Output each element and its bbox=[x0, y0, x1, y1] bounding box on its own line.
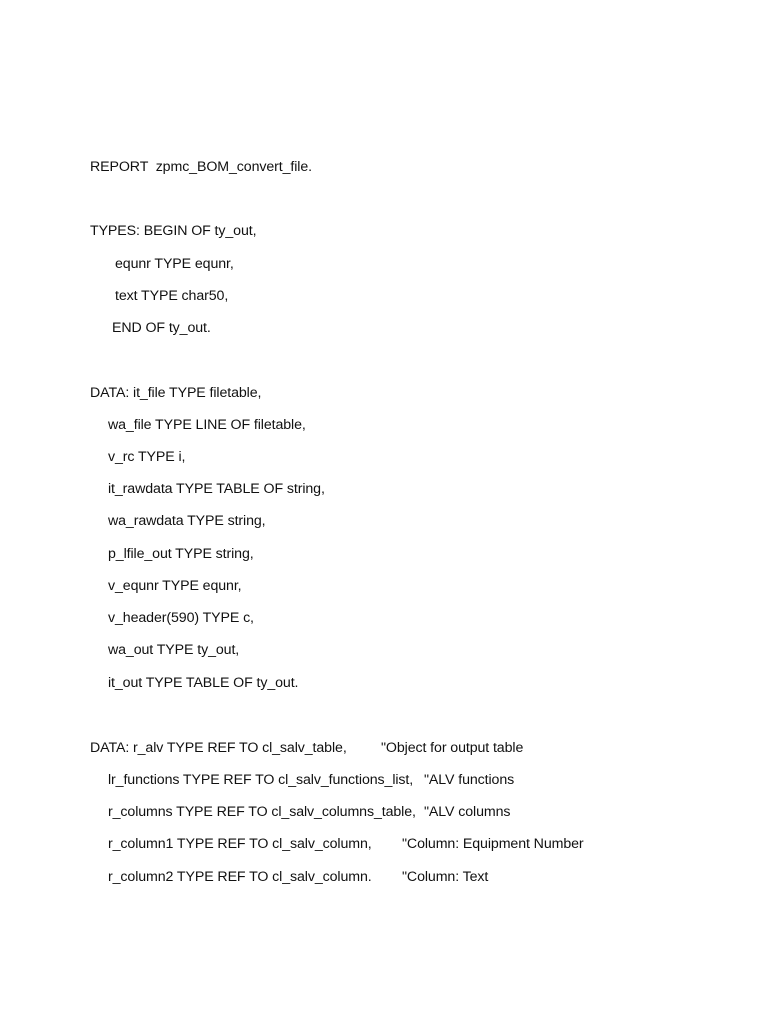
alv-declaration-code: r_columns TYPE REF TO cl_salv_columns_table, bbox=[108, 804, 416, 820]
alv-declaration-comment: "ALV functions bbox=[424, 772, 515, 788]
alv-declaration-comment: "ALV columns bbox=[424, 804, 511, 820]
alv-declaration-code: lr_functions TYPE REF TO cl_salv_functions_list, bbox=[108, 772, 414, 788]
alv-declaration-code: DATA: r_alv TYPE REF TO cl_salv_table, bbox=[90, 740, 347, 756]
report-statement: REPORT zpmc_BOM_convert_file. bbox=[90, 159, 312, 175]
data-declaration-line: v_equnr TYPE equnr, bbox=[108, 578, 242, 594]
types-field-text: text TYPE char50, bbox=[115, 288, 229, 304]
data-declaration-line: it_out TYPE TABLE OF ty_out. bbox=[108, 675, 299, 691]
alv-declaration-comment: "Column: Equipment Number bbox=[402, 836, 584, 852]
types-field-equnr: equnr TYPE equnr, bbox=[115, 256, 234, 272]
data-declaration-line: v_header(590) TYPE c, bbox=[108, 610, 254, 626]
alv-declaration-comment: "Column: Text bbox=[402, 869, 489, 885]
types-end-line: END OF ty_out. bbox=[112, 320, 211, 336]
data-declaration-line: v_rc TYPE i, bbox=[108, 449, 186, 465]
alv-declaration-code: r_column1 TYPE REF TO cl_salv_column, bbox=[108, 836, 372, 852]
data-declaration-line: p_lfile_out TYPE string, bbox=[108, 546, 254, 562]
data-declaration-line: wa_rawdata TYPE string, bbox=[108, 513, 266, 529]
alv-declaration-comment: "Object for output table bbox=[381, 740, 524, 756]
types-begin-line: TYPES: BEGIN OF ty_out, bbox=[90, 223, 257, 239]
data-declaration-line: it_rawdata TYPE TABLE OF string, bbox=[108, 481, 325, 497]
alv-declaration-code: r_column2 TYPE REF TO cl_salv_column. bbox=[108, 869, 372, 885]
data-declaration-line: DATA: it_file TYPE filetable, bbox=[90, 385, 262, 401]
data-declaration-line: wa_file TYPE LINE OF filetable, bbox=[108, 417, 306, 433]
data-declaration-line: wa_out TYPE ty_out, bbox=[108, 642, 240, 658]
